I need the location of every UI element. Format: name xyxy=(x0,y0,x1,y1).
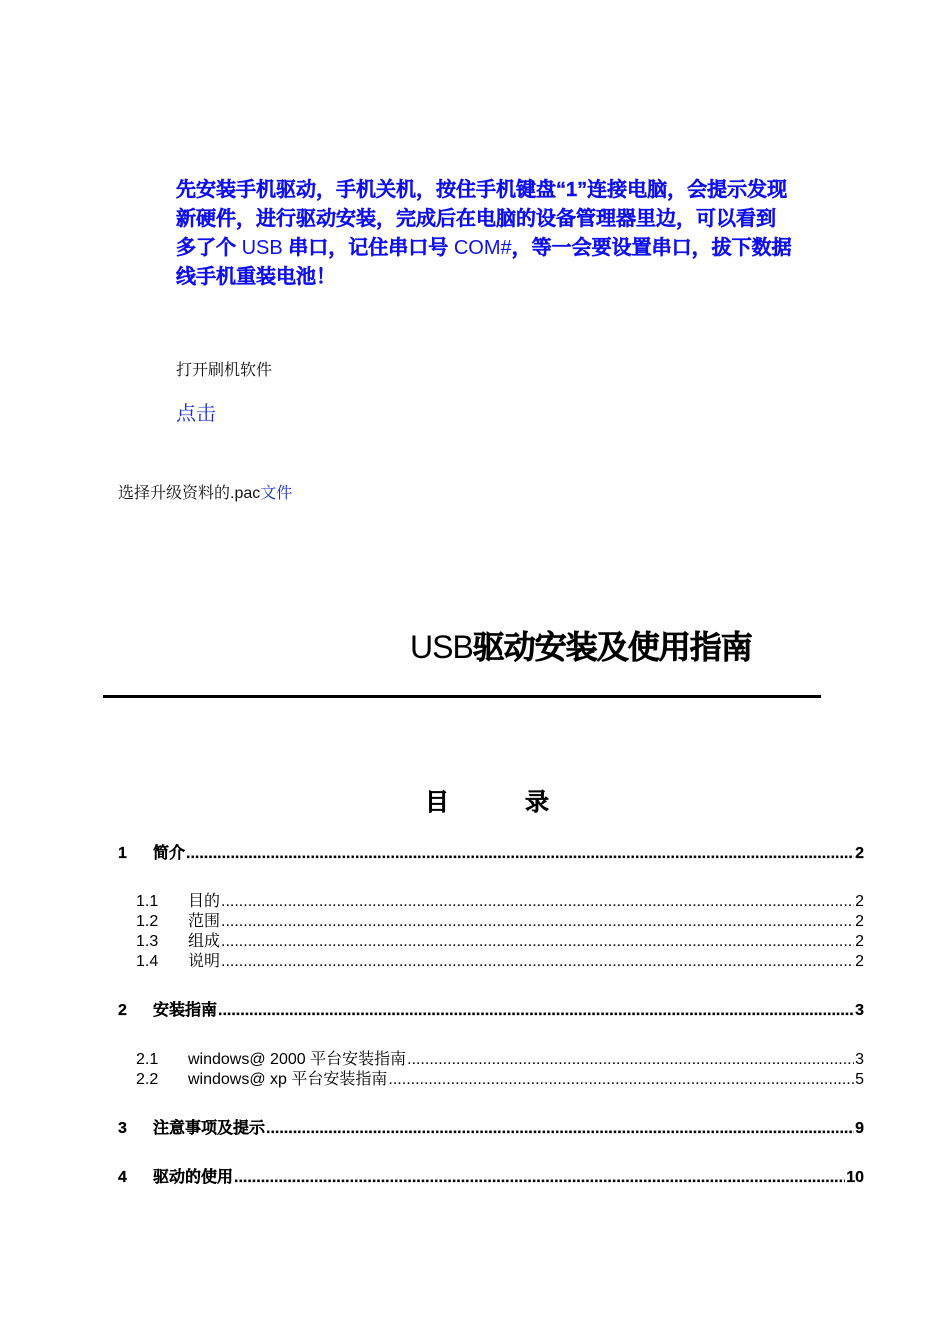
toc-entry-2-1[interactable]: 2.1 windows@ 2000 平台安装指南 ..... 3 xyxy=(136,1046,864,1069)
toc-entry-3[interactable]: 3 注意事项及提示 ..... 9 xyxy=(118,1115,864,1138)
title-divider xyxy=(103,695,821,698)
toc-entry-1-2[interactable]: 1.2 范围 ..... 2 xyxy=(136,908,864,931)
toc-entry-2-2[interactable]: 2.2 windows@ xp 平台安装指南 ..... 5 xyxy=(136,1066,864,1089)
toc-entry-1-4[interactable]: 1.4 说明 ..... 2 xyxy=(136,948,864,971)
toc-heading: 目 录 xyxy=(425,789,549,816)
intro-line-4: 线手机重装电池！ xyxy=(176,266,336,288)
toc-entry-1[interactable]: 1 简介 ..... 2 xyxy=(118,840,864,863)
toc-entry-4[interactable]: 4 驱动的使用 ..... 10 xyxy=(118,1164,864,1187)
intro-line-3: 多了个 USB 串口，记住串口号 COM#，等一会要设置串口，拔下数据 xyxy=(176,237,792,259)
step-click: 点击 xyxy=(176,403,216,425)
intro-line-2: 新硬件，进行驱动安装，完成后在电脑的设备管理器里边，可以看到 xyxy=(176,208,776,230)
toc-entry-1-1[interactable]: 1.1 目的 ..... 2 xyxy=(136,888,864,911)
toc-entry-2[interactable]: 2 安装指南 ..... 3 xyxy=(118,997,864,1020)
intro-paragraph xyxy=(176,176,866,292)
step-open-software: 打开刷机软件 xyxy=(176,362,273,379)
document-title: USB驱动安装及使用指南 xyxy=(410,629,752,665)
toc-entry-1-3[interactable]: 1.3 组成 ..... 2 xyxy=(136,928,864,951)
intro-line-1: 先安装手机驱动，手机关机，按住手机键盘“1”连接电脑，会提示发现 xyxy=(176,179,788,201)
step-select-pac: 选择升级资料的.pac文件 xyxy=(118,485,293,502)
